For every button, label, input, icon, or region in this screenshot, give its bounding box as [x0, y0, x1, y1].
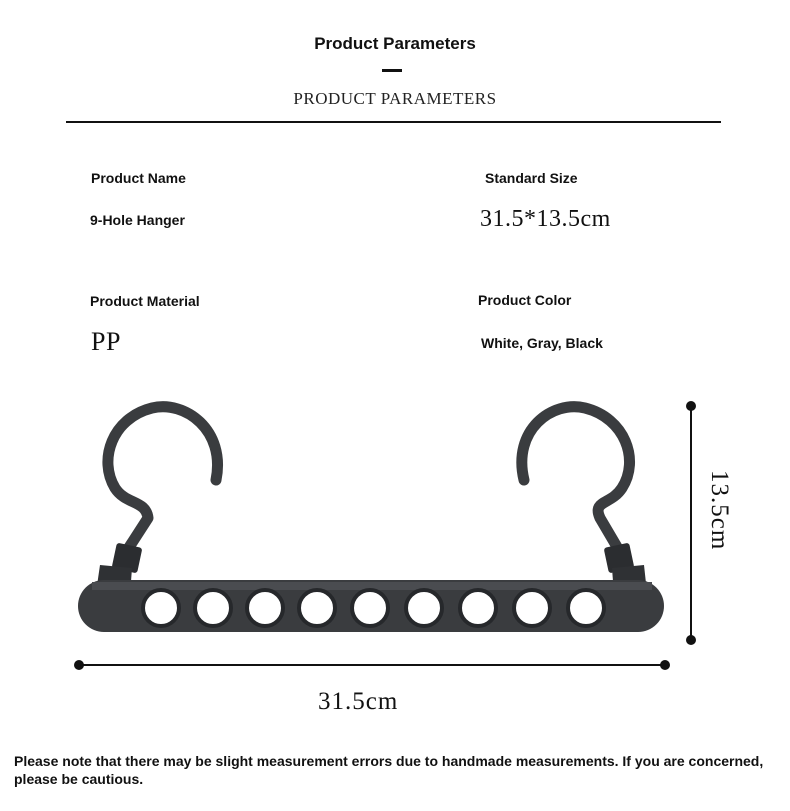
product-material-value: PP — [91, 327, 121, 356]
product-name-label: Product Name — [91, 170, 186, 186]
hanger-holes — [143, 590, 604, 626]
product-color-value: White, Gray, Black — [481, 335, 603, 351]
width-dimension-label: 31.5cm — [318, 688, 399, 715]
page-title: Product Parameters — [314, 34, 476, 53]
measurement-note: Please note that there may be slight measurement errors due to handmade measurements. If you are concerned, please be cautious. — [14, 753, 764, 787]
product-material-label: Product Material — [90, 293, 200, 309]
standard-size-label: Standard Size — [485, 170, 578, 186]
product-color-label: Product Color — [478, 292, 572, 308]
standard-size-value: 31.5*13.5cm — [480, 206, 611, 232]
page-subtitle: PRODUCT PARAMETERS — [293, 89, 497, 108]
height-dimension-label: 13.5cm — [706, 470, 733, 551]
left-hook — [108, 407, 218, 552]
width-dimension-line — [74, 660, 670, 670]
product-name-value: 9-Hole Hanger — [90, 212, 185, 228]
height-dimension-line — [686, 401, 696, 645]
right-hook — [522, 407, 630, 552]
